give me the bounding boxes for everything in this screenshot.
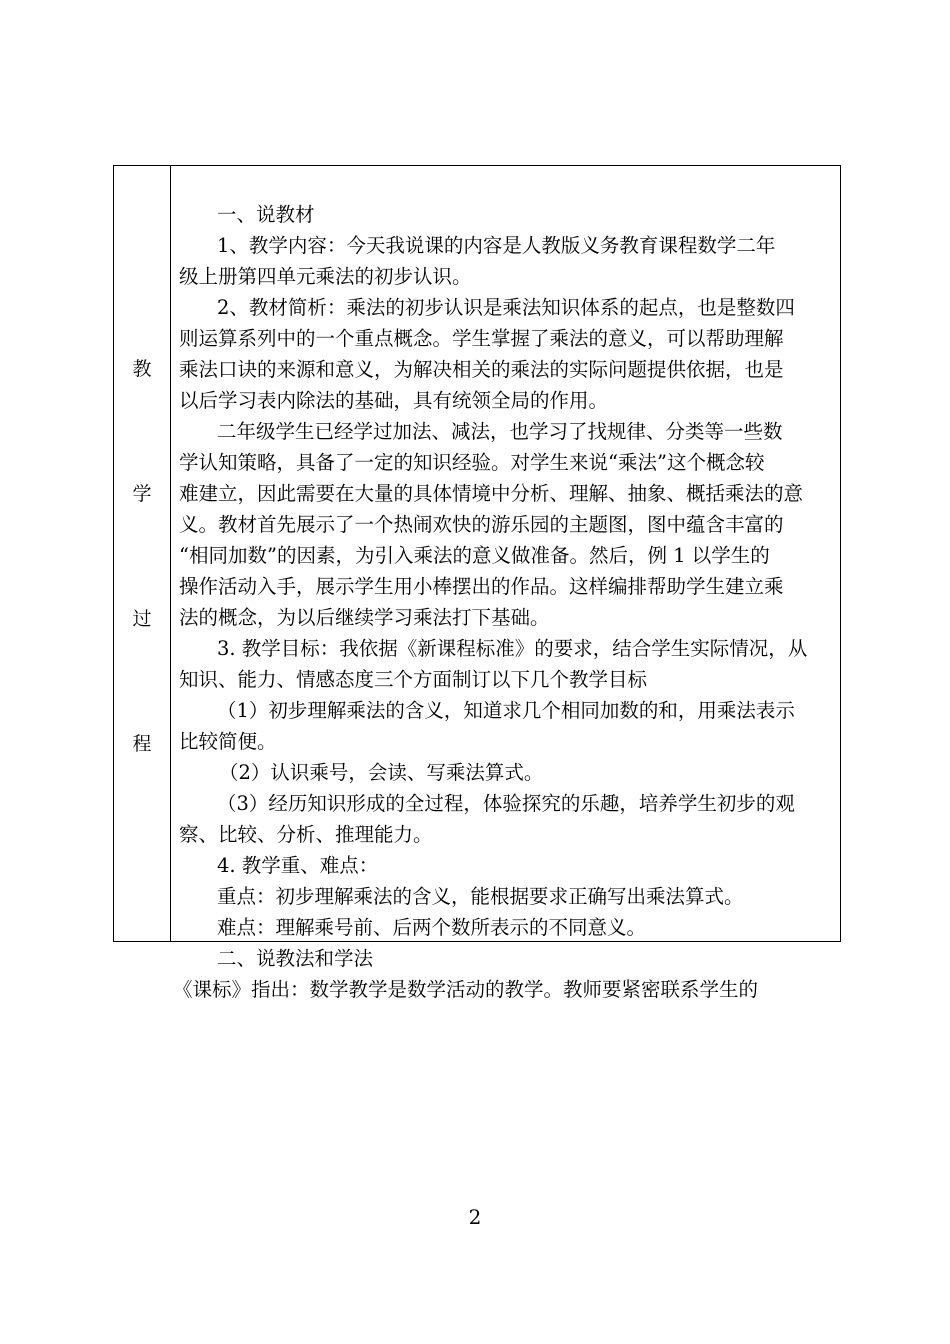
text-line: 比较简便。: [179, 730, 277, 753]
text-line: 级上册第四单元乘法的初步认识。: [179, 265, 472, 288]
text-line: （1）初步理解乘法的含义，知道求几个相同加数的和，用乘法表示: [217, 699, 795, 722]
side-label-char: 过: [132, 608, 152, 630]
side-label-char: 学: [132, 483, 152, 505]
text-line: 学认知策略，具备了一定的知识经验。对学生来说“乘法”这个概念较: [179, 451, 765, 474]
text-line: 以后学习表内除法的基础，具有统领全局的作用。: [179, 389, 609, 412]
text-line: 4. 教学重、难点：: [217, 854, 379, 877]
text-line: 知识、能力、情感态度三个方面制订以下几个教学目标: [179, 668, 648, 691]
text-line: 乘法口诀的来源和意义，为解决相关的乘法的实际问题提供依据，也是: [179, 358, 784, 381]
side-label-char: 教: [132, 358, 152, 380]
text-line: 法的概念，为以后继续学习乘法打下基础。: [179, 606, 550, 629]
text-line: 一、说教材: [217, 203, 315, 226]
text-line: 二年级学生已经学过加法、减法，也学习了找规律、分类等一些数: [217, 420, 783, 443]
text-line: 难建立，因此需要在大量的具体情境中分析、理解、抽象、概括乘法的意: [179, 482, 804, 505]
text-line: 二、说教法和学法: [217, 947, 374, 970]
side-label-column: [114, 166, 171, 941]
text-line: 察、比较、分析、推理能力。: [179, 823, 433, 846]
content-cell: [171, 166, 840, 1001]
side-label-char: 程: [132, 733, 152, 755]
text-line: “相同加数”的因素，为引入乘法的意义做准备。然后，例 1 以学生的: [179, 544, 770, 567]
lesson-table: [113, 165, 841, 1001]
text-line: 义。教材首先展示了一个热闹欢快的游乐园的主题图，图中蕴含丰富的: [179, 513, 784, 536]
text-line: 难点：理解乘号前、后两个数所表示的不同意义。: [217, 916, 647, 939]
text-line: 《课标》指出：数学教学是数学活动的教学。教师要紧密联系学生的: [173, 978, 759, 1001]
text-line: 3. 教学目标：我依据《新课程标准》的要求，结合学生实际情况，从: [217, 637, 808, 660]
text-line: 则运算系列中的一个重点概念。学生掌握了乘法的意义，可以帮助理解: [179, 327, 784, 350]
text-line: 操作活动入手，展示学生用小棒摆出的作品。这样编排帮助学生建立乘: [179, 575, 784, 598]
text-line: （3）经历知识形成的全过程，体验探究的乐趣，培养学生初步的观: [217, 792, 795, 815]
text-line: 2、教材简析：乘法的初步认识是乘法知识体系的起点，也是整数四: [217, 296, 795, 319]
text-line: 1、教学内容：今天我说课的内容是人教版义务教育课程数学二年: [217, 234, 776, 257]
text-line: （2）认识乘号，会读、写乘法算式。: [219, 761, 544, 784]
text-line: 重点：初步理解乘法的含义，能根据要求正确写出乘法算式。: [217, 885, 744, 908]
page-number: 2: [468, 1205, 482, 1229]
